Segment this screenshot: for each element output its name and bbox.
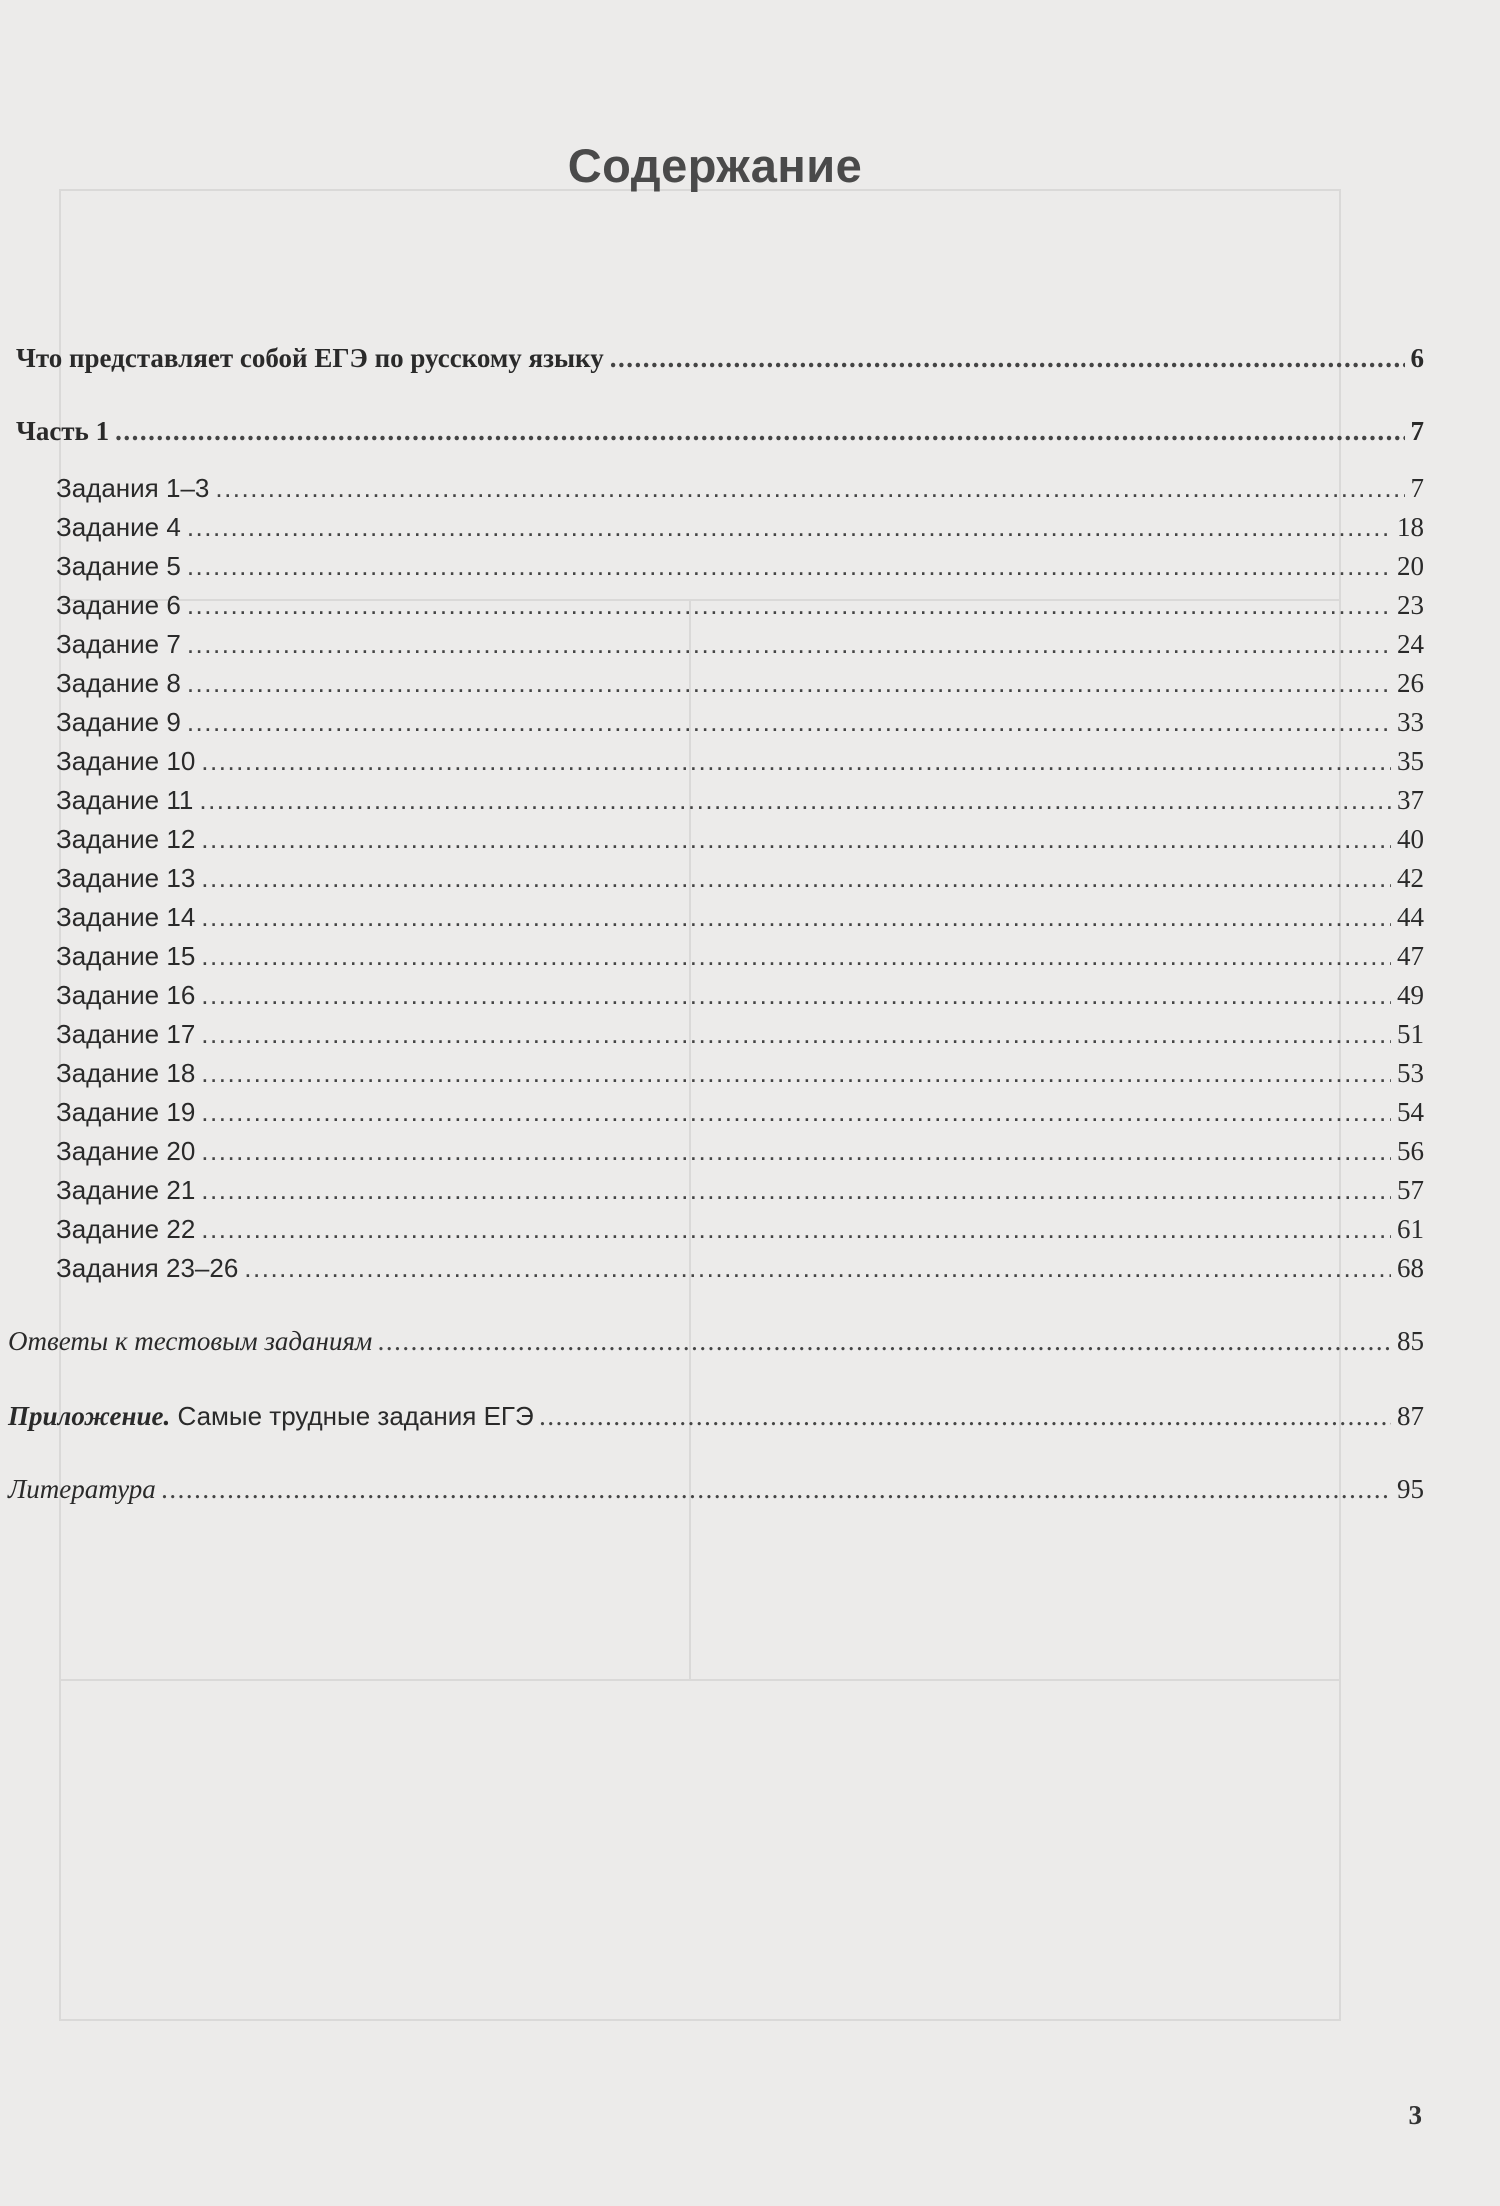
toc-entry-task[interactable] (56, 1131, 1424, 1171)
toc-entry-task[interactable] (56, 1053, 1424, 1093)
toc-leader-dots (187, 507, 1391, 547)
toc-entry-label: Часть 1 (16, 416, 110, 446)
toc-entry-page: 95 (1397, 1474, 1424, 1504)
toc-leader-dots (201, 975, 1391, 1015)
toc-entry-part1[interactable] (16, 411, 1424, 451)
toc-entry-task[interactable] (56, 780, 1424, 820)
toc-entry-label: Задание 9 (56, 707, 181, 737)
toc-leader-dots (187, 546, 1391, 586)
toc-entry-page: 87 (1397, 1401, 1424, 1431)
toc-entry-page: 85 (1397, 1326, 1424, 1356)
toc-entry-label: Задание 13 (56, 863, 196, 893)
toc-entry-page: 56 (1397, 1136, 1424, 1166)
toc-entry-task[interactable] (56, 585, 1424, 625)
toc-entry-task[interactable] (56, 819, 1424, 859)
toc-entry-appendix[interactable] (8, 1396, 1424, 1436)
toc-entry-task[interactable] (56, 663, 1424, 703)
toc-entry-label: Задание 20 (56, 1136, 196, 1166)
page-title: Содержание (567, 139, 863, 192)
toc-leader-dots (201, 1014, 1391, 1054)
toc-entry-page: 54 (1397, 1097, 1424, 1127)
toc-leader-dots (201, 1209, 1391, 1249)
toc-entry-page: 18 (1397, 512, 1424, 542)
toc-entry-task[interactable] (56, 546, 1424, 586)
toc-entry-label: Задание 14 (56, 902, 196, 932)
toc-entry-page: 26 (1397, 668, 1424, 698)
toc-leader-dots (201, 1131, 1391, 1171)
toc-entry-label: Задание 19 (56, 1097, 196, 1127)
toc-entry-label: Задания 23–26 (56, 1253, 239, 1283)
toc-entry-page: 49 (1397, 980, 1424, 1010)
toc-entry-intro[interactable] (16, 338, 1424, 378)
toc-entry-label-emphasis: Приложение. (8, 1401, 171, 1431)
toc-entry-label: Задание 18 (56, 1058, 196, 1088)
toc-entry-task[interactable] (56, 1092, 1424, 1132)
toc-entry-page: 6 (1410, 343, 1424, 373)
toc-entry-label: Задание 17 (56, 1019, 196, 1049)
toc-leader-dots (199, 780, 1391, 820)
toc-entry-label: Литература (8, 1474, 156, 1504)
toc-entry-label: Задание 8 (56, 668, 181, 698)
toc-entry-page: 44 (1397, 902, 1424, 932)
toc-entry-label: Что представляет собой ЕГЭ по русскому языку (16, 343, 604, 373)
toc-entry-page: 33 (1397, 707, 1424, 737)
toc-entry-page: 24 (1397, 629, 1424, 659)
toc-entry-label: Задание 4 (56, 512, 181, 542)
toc-leader-dots (162, 1469, 1391, 1509)
toc-leader-dots (244, 1248, 1391, 1288)
toc-entry-label: Задание 16 (56, 980, 196, 1010)
toc-entry-page: 51 (1397, 1019, 1424, 1049)
toc-entry-page: 40 (1397, 824, 1424, 854)
toc-entry-label: Задание 7 (56, 629, 181, 659)
toc-leader-dots (201, 858, 1391, 898)
toc-leader-dots (215, 468, 1404, 508)
toc-entry-task[interactable] (56, 897, 1424, 937)
toc-entry-page: 35 (1397, 746, 1424, 776)
toc-entry-label: Задание 21 (56, 1175, 196, 1205)
toc-entry-label: Задание 10 (56, 746, 196, 776)
page-number: 3 (1408, 2100, 1422, 2130)
toc-entry-page: 7 (1410, 473, 1424, 503)
toc-entry-page: 61 (1397, 1214, 1424, 1244)
toc-entry-task[interactable] (56, 1014, 1424, 1054)
toc-entry-page: 20 (1397, 551, 1424, 581)
toc-entry-task[interactable] (56, 702, 1424, 742)
toc-entry-task[interactable] (56, 1209, 1424, 1249)
toc-leader-dots (187, 663, 1391, 703)
toc-entry-task[interactable] (56, 858, 1424, 898)
toc-leader-dots (201, 1170, 1391, 1210)
toc-leader-dots (201, 741, 1391, 781)
toc-entry-label: Задание 22 (56, 1214, 196, 1244)
toc-entry-literature[interactable] (8, 1469, 1424, 1509)
toc-leader-dots (187, 624, 1391, 664)
toc-entry-task[interactable] (56, 624, 1424, 664)
toc-entry-task[interactable] (56, 936, 1424, 976)
toc-leader-dots (115, 411, 1404, 451)
toc-entry-page: 7 (1410, 416, 1424, 446)
toc-entry-label: Задания 1–3 (56, 473, 210, 503)
toc-entry-task[interactable] (56, 507, 1424, 547)
toc-entry-task[interactable] (56, 975, 1424, 1015)
toc-entry-label: Задание 6 (56, 590, 181, 620)
toc-entry-task[interactable] (56, 1170, 1424, 1210)
toc-entry-page: 37 (1397, 785, 1424, 815)
toc-entry-task[interactable] (56, 741, 1424, 781)
toc-entry-label: Задание 15 (56, 941, 196, 971)
toc-leader-dots (187, 585, 1391, 625)
toc-leader-dots (201, 819, 1391, 859)
toc-leader-dots (540, 1396, 1391, 1436)
toc-entry-page: 47 (1397, 941, 1424, 971)
toc-leader-dots (378, 1321, 1391, 1361)
toc-leader-dots (187, 702, 1391, 742)
toc-leader-dots (201, 936, 1391, 976)
toc-entry-page: 23 (1397, 590, 1424, 620)
toc-leader-dots (201, 1053, 1391, 1093)
toc-entry-task[interactable] (56, 468, 1424, 508)
toc-entry-label: Задание 5 (56, 551, 181, 581)
toc-entry-page: 42 (1397, 863, 1424, 893)
toc-leader-dots (610, 338, 1405, 378)
toc-leader-dots (201, 897, 1391, 937)
toc-entry-page: 68 (1397, 1253, 1424, 1283)
toc-entry-page: 57 (1397, 1175, 1424, 1205)
toc-entry-page: 53 (1397, 1058, 1424, 1088)
toc-leader-dots (201, 1092, 1391, 1132)
toc-entry-task[interactable] (56, 1248, 1424, 1288)
toc-entry-answers[interactable] (8, 1321, 1424, 1361)
toc-entry-label (8, 1396, 534, 1436)
toc-entry-label: Задание 11 (56, 785, 194, 815)
toc-entry-label-rest: Самые трудные задания ЕГЭ (170, 1401, 534, 1431)
toc-entry-label: Задание 12 (56, 824, 196, 854)
toc-entry-label: Ответы к тестовым заданиям (8, 1326, 373, 1356)
